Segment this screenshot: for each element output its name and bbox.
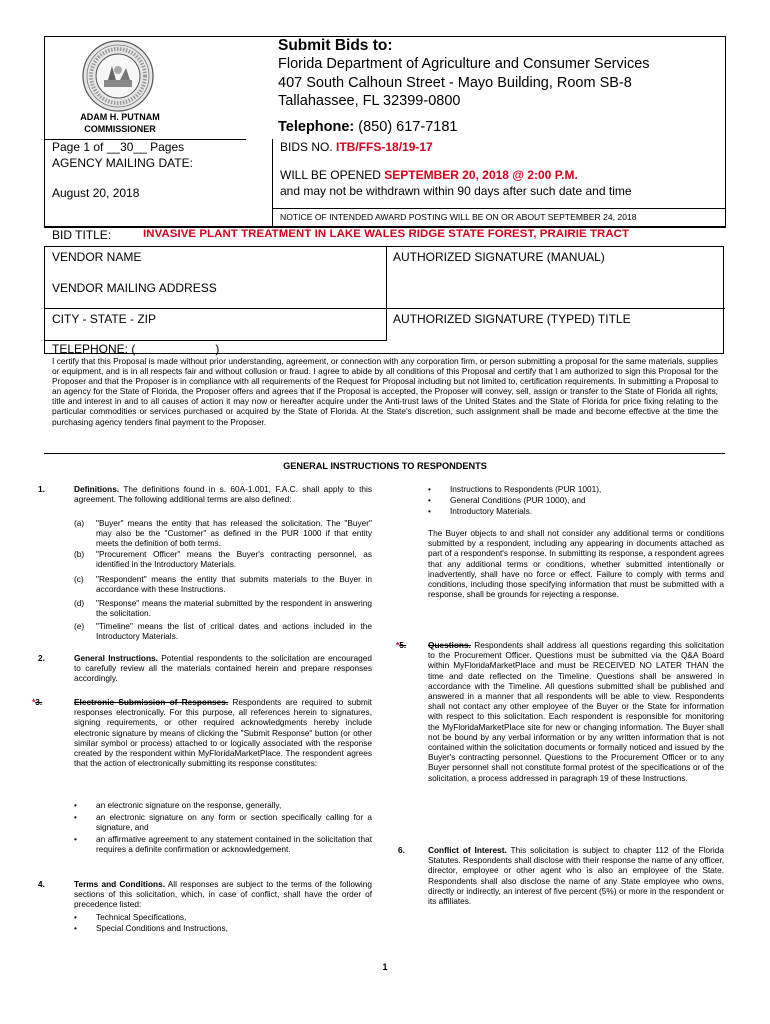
bullet-text: Introductory Materials.: [450, 506, 533, 516]
bullet-text: an affirmative agreement to any statement contained in the solicitation that requires a definite confirmation or acknowledgement.: [96, 834, 372, 855]
submit-title: Submit Bids to:: [278, 37, 393, 54]
submit-address: [278, 55, 650, 111]
mailing-date: August 20, 2018: [52, 186, 140, 200]
instructions-title: GENERAL INSTRUCTIONS TO RESPONDENTS: [283, 461, 487, 471]
divider: [44, 340, 387, 341]
section-conflict-of-interest: [428, 845, 724, 906]
address-line: Tallahassee, FL 32399-0800: [278, 93, 461, 109]
signature-manual-field[interactable]: AUTHORIZED SIGNATURE (MANUAL): [393, 250, 605, 264]
divider: [44, 308, 725, 309]
page-count: [52, 140, 184, 154]
section-number: 2.: [38, 653, 45, 663]
bullet: •: [428, 495, 431, 505]
address-line: 407 South Calhoun Street - Mayo Building, Room SB-8: [278, 74, 632, 91]
signature-typed-field[interactable]: AUTHORIZED SIGNATURE (TYPED) TITLE: [393, 312, 631, 326]
bid-title-label: BID TITLE:: [52, 228, 112, 242]
section-general-instructions: [74, 653, 372, 684]
telephone-field[interactable]: TELEPHONE: ( ): [52, 342, 220, 356]
bullet: •: [74, 923, 77, 933]
bid-number-label: BIDS NO.: [280, 140, 337, 154]
def-text: "Response" means the material submitted by the respondent in answering the solicitation.: [96, 598, 372, 619]
bid-number-value: ITB/FFS-18/19-17: [336, 140, 433, 154]
bid-title: INVASIVE PLANT TREATMENT IN LAKE WALES RIDGE STATE FOREST, PRAIRIE TRACT: [143, 228, 630, 240]
mailing-date-label: AGENCY MAILING DATE:: [52, 156, 193, 170]
section-number: 6.: [398, 845, 405, 855]
section-definitions: [74, 484, 372, 504]
telephone: [278, 119, 457, 135]
section-number-text: 3.: [35, 697, 43, 707]
section-questions: [428, 640, 724, 783]
def-key: (b): [74, 549, 85, 559]
section-heading: General Instructions.: [74, 653, 158, 663]
bullet-text: Technical Specifications,: [96, 912, 187, 922]
opening-prefix: WILL BE OPENED: [280, 168, 385, 182]
page-total: 30: [120, 140, 134, 154]
section-number: [396, 640, 406, 650]
bullet-text: Instructions to Respondents (PUR 1001),: [450, 484, 602, 494]
section-heading: Definitions.: [74, 484, 120, 494]
agency-role: COMMISSIONER: [84, 124, 156, 134]
bullet: •: [428, 506, 431, 516]
section-number: 1.: [38, 484, 45, 494]
section-number: 4.: [38, 879, 45, 889]
vendor-address-field[interactable]: VENDOR MAILING ADDRESS: [52, 281, 217, 295]
section-text: Potential respondents to the solicitation are encouraged to carefully review all the materials contained herein and prepare responses accordingly.: [74, 653, 372, 684]
agency-name: ADAM H. PUTNAM: [80, 112, 160, 122]
divider: [386, 246, 387, 340]
section-terms: [74, 879, 372, 910]
section-text: Respondents are required to submit responses electronically. For this purpose, all references herein to signatures, signing requirements, or other required acknowledgments hereby include electronic signature by means of clicking the "Submit Response" button (or other similar symbol or process) attached to or logically associated with the response created by the respondent within MyFloridaMarketPlace. The respondent agrees that the action of electronically submitting its response constitutes:: [74, 697, 372, 769]
bullet-text: an electronic signature on the response, generally,: [96, 800, 282, 810]
bullet: •: [74, 800, 77, 810]
bid-number: [280, 140, 433, 154]
bullet-text: General Conditions (PUR 1000), and: [450, 495, 586, 505]
def-key: (c): [74, 574, 84, 584]
agency-head: [44, 111, 196, 135]
bullet-text: an electronic signature on any form or section specifically calling for a signature, and: [96, 812, 372, 833]
bullet-text: Special Conditions and Instructions,: [96, 923, 228, 933]
divider: [272, 139, 273, 226]
divider: [44, 226, 725, 227]
def-text: "Buyer" means the entity that has released the solicitation. The "Buyer" may also be the "Customer" as defined in the PUR 1000 if that entity meets the definition of both terms.: [96, 518, 372, 549]
def-key: (d): [74, 598, 85, 608]
section-heading: Conflict of Interest.: [428, 845, 507, 855]
section-text: All responses are subject to the terms of the following sections of this solicitation, which, in case of conflict, shall have the order of precedence listed:: [74, 879, 372, 910]
divider: [44, 453, 725, 454]
revision-mark: *: [396, 640, 400, 650]
def-text: "Respondent" means the entity that submits materials to the Buyer in accordance with these Instructions.: [96, 574, 372, 595]
city-state-zip-field[interactable]: CITY - STATE - ZIP: [52, 312, 157, 326]
withdraw-text: and may not be withdrawn within 90 days after such date and time: [280, 184, 632, 198]
revision-mark: *: [32, 697, 36, 707]
objection-text: The Buyer objects to and shall not consider any additional terms or conditions submitted by a respondent, including any appearing in documents attached as part of a respondent's response. In submitting its response, a respondent agrees that any additional terms or conditions, whether submitted intentionally or inadvertently, shall have no force or effect. Failure to comply with terms and conditions, including those specifying information that must be submitted with a response, shall be grounds for rejecting a response.: [428, 528, 724, 600]
award-notice: NOTICE OF INTENDED AWARD POSTING WILL BE ON OR ABOUT SEPTEMBER 24, 2018: [280, 212, 637, 222]
divider: [272, 208, 725, 209]
telephone-label: Telephone:: [278, 119, 355, 135]
page-number: 1: [382, 962, 388, 972]
def-key: (e): [74, 621, 85, 631]
vendor-table: [44, 246, 724, 354]
department-seal-icon: [82, 40, 154, 112]
section-number-text: 5.: [399, 640, 407, 650]
bullet: •: [74, 912, 77, 922]
bullet: •: [74, 812, 77, 822]
page-prefix: Page 1 of __: [52, 140, 121, 154]
section-heading: Electronic Submission of Responses.: [74, 697, 229, 707]
section-electronic-submission: [74, 697, 372, 768]
section-number: [32, 697, 42, 707]
bullet: •: [428, 484, 431, 494]
vendor-name-field[interactable]: VENDOR NAME: [52, 250, 142, 264]
opening-date: [280, 168, 578, 182]
bullet: •: [74, 834, 77, 844]
def-text: "Procurement Officer" means the Buyer's contracting personnel, as identified in the Introductory Materials.: [96, 549, 372, 570]
section-text: Respondents shall address all questions regarding this solicitation to the Procurement Officer. Questions must be submitted via the Q&A Board within MyFloridaMarketPlace and must be RECEIVED NO LATER THAN the time and date reflected on the Timeline. Questions shall be answered in accordance with the Timeline. All questions submitted shall be published and answered in a manner that all respondents will be able to view. Respondents shall not contact any other employee of the Buyer or the State for information with respect to this solicitation. Each respondent is responsible for monitoring the MyFloridaMarketPlace site for new or changing information. The Buyer shall not be bound by any verbal information or by any written information that is not contained within the solicitation documents or formally noticed and issued by the Buyer's contracting personnel. Questions to the Procurement Officer or to any Buyer personnel shall not constitute formal protest of the specifications or of the solicitation, a process addressed in paragraph 19 of these Instructions.: [428, 640, 724, 783]
section-heading: Terms and Conditions.: [74, 879, 166, 889]
def-key: (a): [74, 518, 85, 528]
section-text: This solicitation is subject to chapter 112 of the Florida Statutes. Respondents shall disclose with their response the name of any officer, director, employee or other agent who is also an employee of the State. Respondents shall also disclose the name of any State employee who owns, directly or indirectly, an interest of five percent (5%) or more in the respondent or its affiliates.: [428, 845, 724, 907]
certification-text: I certify that this Proposal is made without prior understanding, agreement, or connection with any corporation firm, or person submitting a proposal for the same materials, supplies or equipment, and is in all respects fair and without collusion or fraud. I agree to abide by all conditions of this Proposal and certify that I am authorized to sign this Proposal for the Proposer and that the Proposer is in compliance with all requirements of the Request for Proposal including but not limited to, certification requirements. In submitting a Proposal to an agency for the State of Florida, the Proposer offers and agrees that if the Proposal is accepted, the Proposer will convey, sell, assign or transfer to the State of Florida all rights, title and interest in and to all causes of action it may now or hereafter acquire under the Anti-trust laws of the United States and the State of Florida for price fixing relating to the particular commodities or services purchased or acquired by the State of Florida. At the State's discretion, such assignment shall be made and become effective at the time the purchasing agency tenders final payment to the Proposer.: [52, 356, 718, 427]
address-line: Florida Department of Agriculture and Consumer Services: [278, 56, 650, 72]
opening-date-value: SEPTEMBER 20, 2018 @ 2:00 P.M.: [384, 168, 578, 182]
section-text: The definitions found in s. 60A-1.001, F.A.C. shall apply to this agreement. The following additional terms are also defined:: [74, 484, 372, 505]
page-suffix: __ Pages: [133, 140, 185, 154]
telephone-value: (850) 617-7181: [354, 119, 458, 135]
section-heading: Questions.: [428, 640, 471, 650]
def-text: "Timeline" means the list of critical dates and actions included in the Introductory Materials.: [96, 621, 372, 642]
